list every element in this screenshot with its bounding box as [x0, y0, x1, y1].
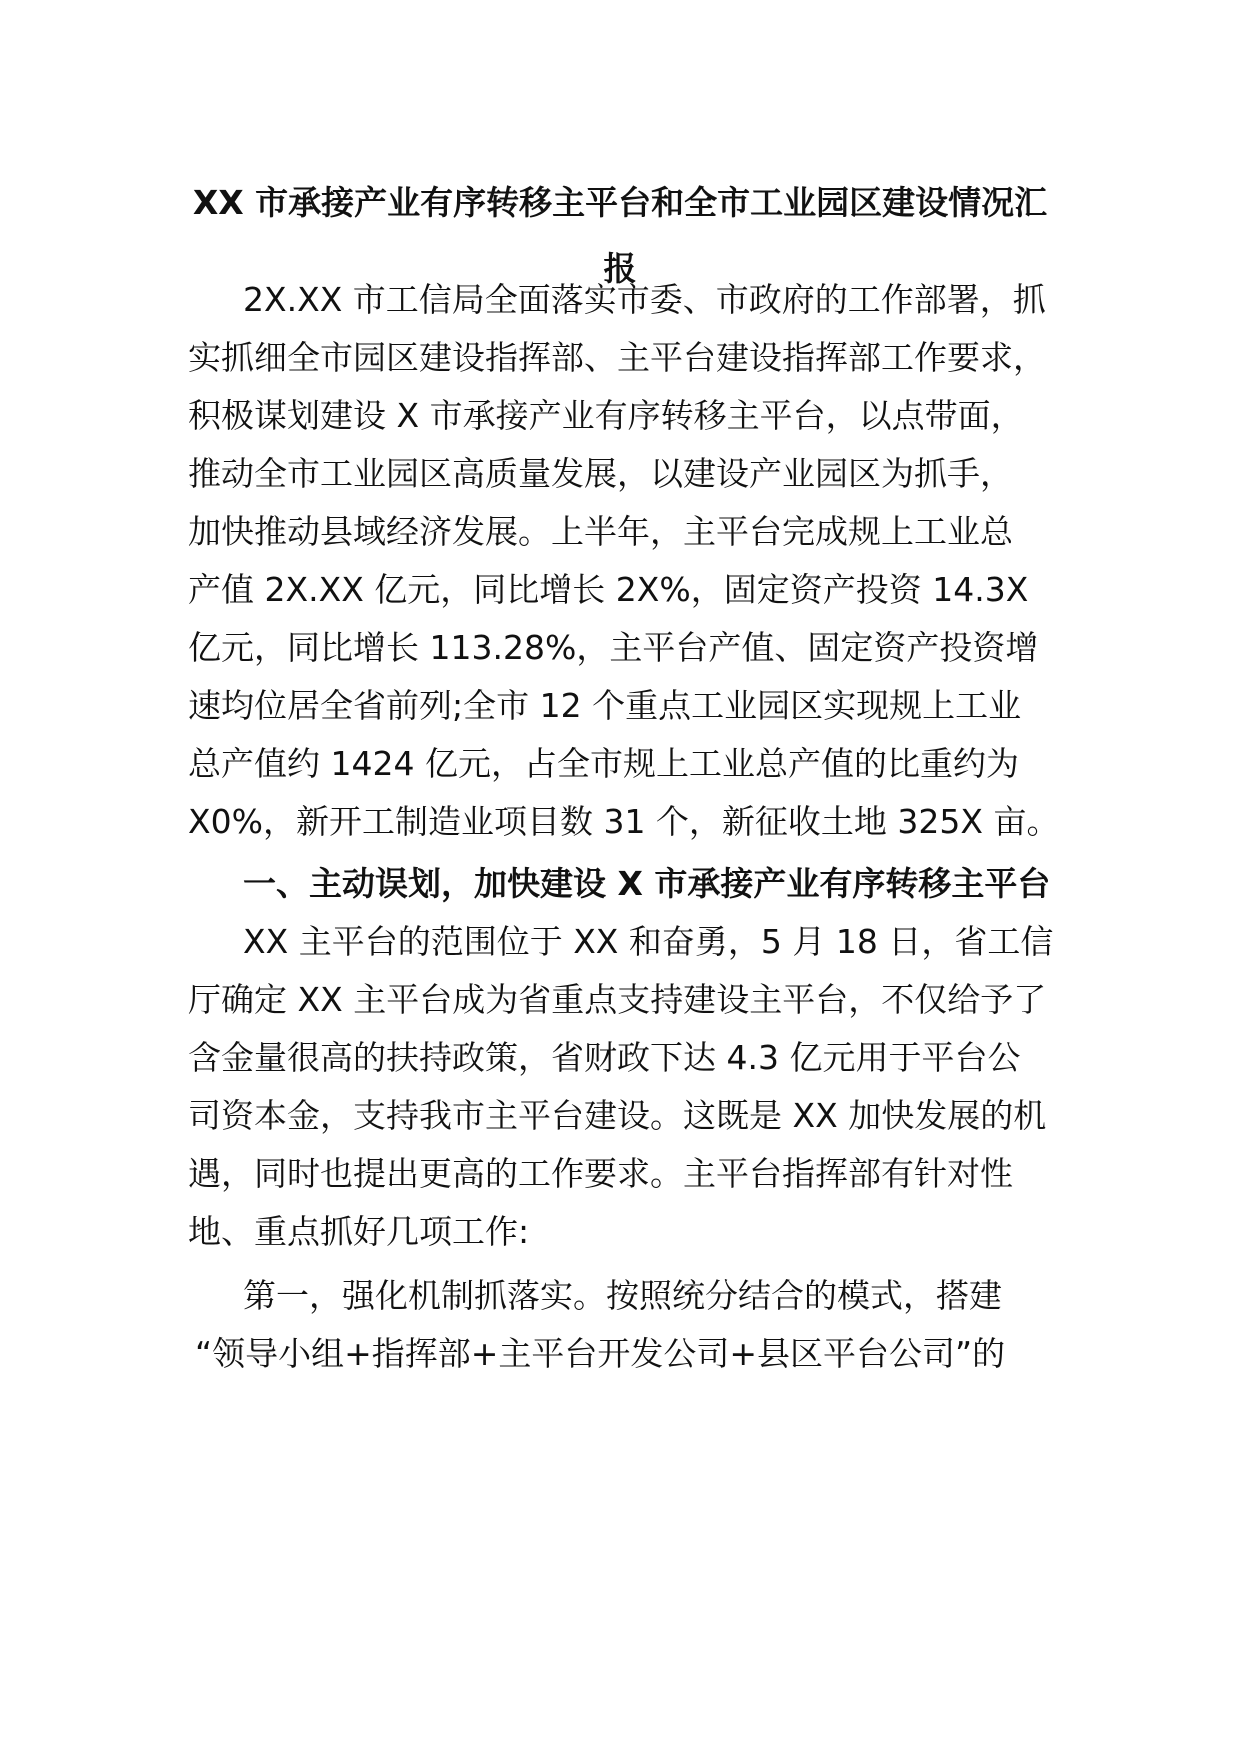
- body-line: 第一，强化机制抓落实。按照统分结合的模式，搭建: [243, 1276, 1002, 1315]
- body-line: 积极谋划建设 X 市承接产业有序转移主平台，以点带面，: [188, 396, 1024, 435]
- body-line: 实抓细全市园区建设指挥部、主平台建设指挥部工作要求，: [188, 338, 1046, 377]
- body-line: “领导小组+指挥部+主平台开发公司+县区平台公司”的: [195, 1334, 1006, 1373]
- body-line: 地、重点抓好几项工作:: [188, 1212, 530, 1251]
- title-line-1: XX 市承接产业有序转移主平台和全市工业园区建设情况汇: [192, 183, 1048, 222]
- body-line: 加快推动县域经济发展。上半年，主平台完成规上工业总: [188, 512, 1013, 551]
- body-line: 亿元，同比增长 113.28%，主平台产值、固定资产投资增: [188, 628, 1039, 667]
- body-line: 总产值约 1424 亿元，占全市规上工业总产值的比重约为: [188, 744, 1019, 783]
- body-line: X0%，新开工制造业项目数 31 个，新征收土地 325X 亩。: [188, 802, 1060, 841]
- body-line: XX 主平台的范围位于 XX 和奋勇，5 月 18 日，省工信: [243, 922, 1054, 961]
- body-line: 推动全市工业园区高质量发展，以建设产业园区为抓手，: [188, 454, 1013, 493]
- body-line: 速均位居全省前列;全市 12 个重点工业园区实现规上工业: [188, 686, 1022, 725]
- title-line-2: 报: [603, 249, 637, 288]
- body-line: 厅确定 XX 主平台成为省重点支持建设主平台，不仅给予了: [188, 980, 1047, 1019]
- body-line: 产值 2X.XX 亿元，同比增长 2X%，固定资产投资 14.3X: [188, 570, 1029, 609]
- body-line: 2X.XX 市工信局全面落实市委、市政府的工作部署，抓: [243, 280, 1046, 319]
- body-line: 遇，同时也提出更高的工作要求。主平台指挥部有针对性: [188, 1154, 1013, 1193]
- body-line: 含金量很高的扶持政策，省财政下达 4.3 亿元用于平台公: [188, 1038, 1021, 1077]
- section-heading: 一、主动误划，加快建设 X 市承接产业有序转移主平台: [243, 864, 1051, 903]
- body-line: 司资本金，支持我市主平台建设。这既是 XX 加快发展的机: [188, 1096, 1047, 1135]
